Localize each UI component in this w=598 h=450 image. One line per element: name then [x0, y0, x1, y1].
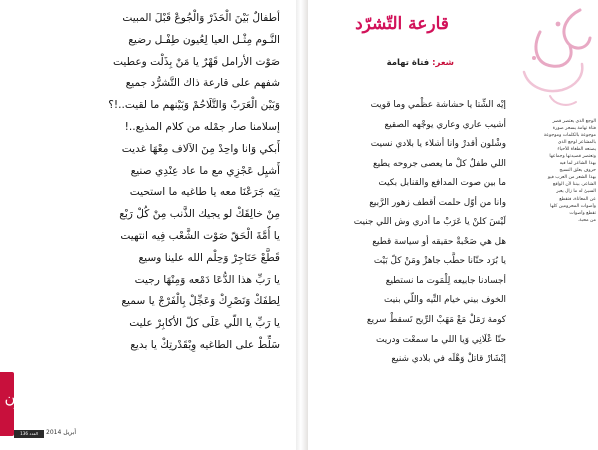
poem-line: حتّا عْلَانِي وَيا اللي ما سمعْت ودريت: [376, 334, 506, 345]
poem-title: قارعة التّشرّد: [355, 14, 449, 34]
poem-line: وشْلون أقدرْ وانا أشلاء يا بلادي نسيت: [370, 139, 506, 150]
page-gutter: [296, 0, 308, 450]
poem-line: كومة رَمَلْ مَعْ مَهَبْ الرِّيح تَسقطْ سريع: [366, 315, 506, 326]
note-line: وأصوات المحرومين كلها: [550, 203, 596, 209]
note-line: فتاة تهامة يسحر صورة: [552, 126, 596, 132]
poem-line: ما بين صوت المدافع والقنابل بكيت: [378, 178, 506, 189]
poem-line: سَلِّطْ على الطاغيه وِبْقَدْرتِكْ يا بديع: [130, 338, 280, 351]
poem-line: أَبكي وَانا واحِدْ مِنَ الآلاف مِعْهَا غديت: [121, 142, 280, 155]
note-line: عن المعاناة، فتقطع: [559, 196, 596, 202]
poem-line: أطفالٌ بَيْنَ الْحَذَرْ وَالْجُوعْ قَبْلَ المبيت: [122, 12, 280, 24]
calligraphy-icon: [510, 2, 598, 114]
note-line: من محبة.: [577, 217, 596, 223]
poem-line: لِطفَكْ وَنَصْرِكْ وَعَجِّلْ بِالْفَرْجْ يا سميع: [121, 295, 280, 308]
left-poem: [10, 8, 280, 357]
poem-line: إبْشَارْ قاتلْ وَهْلَه في بلادي شنيع: [391, 354, 506, 365]
poem-line: الخوف بيني خيام التِّيه واللّي بنيت: [384, 295, 506, 306]
poem-line: هل هي صَحْبةْ حقيقه أو سياسة قطيع: [372, 236, 506, 247]
note-line: بهذا الشعر من العرب فيو: [547, 175, 596, 181]
logo-subtext: AIN: [13, 405, 21, 410]
poem-line: وانا من أوّل حلمت أقطف زهور الرَّبيع: [369, 197, 506, 208]
note-line: موجوعة بالكلمات وموجوعة: [543, 133, 596, 139]
sidebar-note: [516, 118, 596, 224]
poem-line: لَيْسَ كلنْ يا عَرَبْ ما أدري وش اللي جنيت: [353, 217, 506, 228]
logo-text: عين: [4, 388, 30, 406]
poem-line: إسلامنا صار جمْله من كلام المذيع..!: [124, 120, 280, 133]
poem-line: يا رَبِّ يا اللّي عَلَى كلّ الأكابِرْ عليت: [129, 317, 280, 330]
poem-line: شفهم على قارعة ذاك التَّشرُّد جميع: [125, 77, 280, 90]
poem-line: أجسادنا جابيعه لِلْمَوت ما نستطيع: [385, 275, 506, 286]
calligraphy-logo: [510, 2, 598, 114]
page-number: 42: [4, 431, 12, 437]
poem-line: إيْه الشِّتا يا حشاشة عظْمي وما قويت: [370, 100, 506, 110]
poem-line: النَّـوم مِثْـل العيا لِعُيون طِفْـل رضيع: [128, 33, 280, 46]
poem-line: تِيَه جَرَعْنَا معه يا طاغيه ما استحيت: [129, 186, 280, 199]
poet-credit: [318, 58, 454, 68]
note-line: الشاعر، بيننا لأن الواقع: [552, 182, 596, 188]
left-page: [0, 0, 296, 450]
note-line: الوجع الذي يعتصر قصر: [552, 119, 596, 124]
note-line: يصنعه الطغاة للأحياء: [557, 147, 596, 153]
poem-line: أَشيِل عَجْزِي مع ما عاد عِنْدِي صنيع: [130, 164, 280, 177]
note-line: بهذا الشاعر لما فيه: [559, 161, 596, 167]
poem-line: يا رَبِّ هذا الدُّعَا دَمْعه وَمِنْهَا رجيت: [134, 273, 280, 286]
magazine-logo: [4, 382, 30, 418]
poem-line: يا بُرَد حتّانا حطَّب جاهزْ ومَنْ كلّ بَيْت: [373, 256, 506, 267]
poem-line: وَبَيْن الْعَرَبْ وَالتَّلَاحُمْ وَبَيْنهم ما لقيت..!؟: [108, 99, 280, 112]
note-line: السيئ له ما زال يعبر: [556, 189, 596, 195]
note-line: بالمشاعر لوجع الذي: [557, 140, 596, 146]
poem-line: يا أُمَّةَ الْحَقّ صَوْت الشَّعْب فِيه انتهيت: [120, 229, 280, 242]
poem-line: مِنْ خالِقَكْ لو يجيك الذَّنب مِنْ كُلْ رَبْع: [119, 208, 280, 221]
issue-number: العدد 136: [14, 430, 44, 438]
issue-date: أبريل 2014: [46, 429, 77, 436]
poem-line: قَطَّعْ حَنَاجِرْ وَحِلْم الله علينا وسيع: [138, 251, 280, 264]
poem-line: اللي طفلٌ كلْ ما يعصى جروحه يطيع: [372, 158, 506, 169]
poet-label: شعر:: [432, 58, 454, 68]
right-poem: [318, 96, 506, 370]
poem-line: صَوْت الأرامل قَهْرٌ يا مَنْ بِذَلْت وعطيت: [113, 55, 280, 68]
note-line: تقطع وأصوات: [569, 210, 596, 216]
poet-name: فتاة تهامة: [386, 58, 430, 68]
note-line: وتعتصر قصيدتها وجماعها: [549, 154, 596, 160]
poem-line: أشيب عاري وعاري يوجْهه الصقيع: [384, 119, 506, 130]
note-line: حروف يعلق النسيج: [559, 168, 596, 174]
